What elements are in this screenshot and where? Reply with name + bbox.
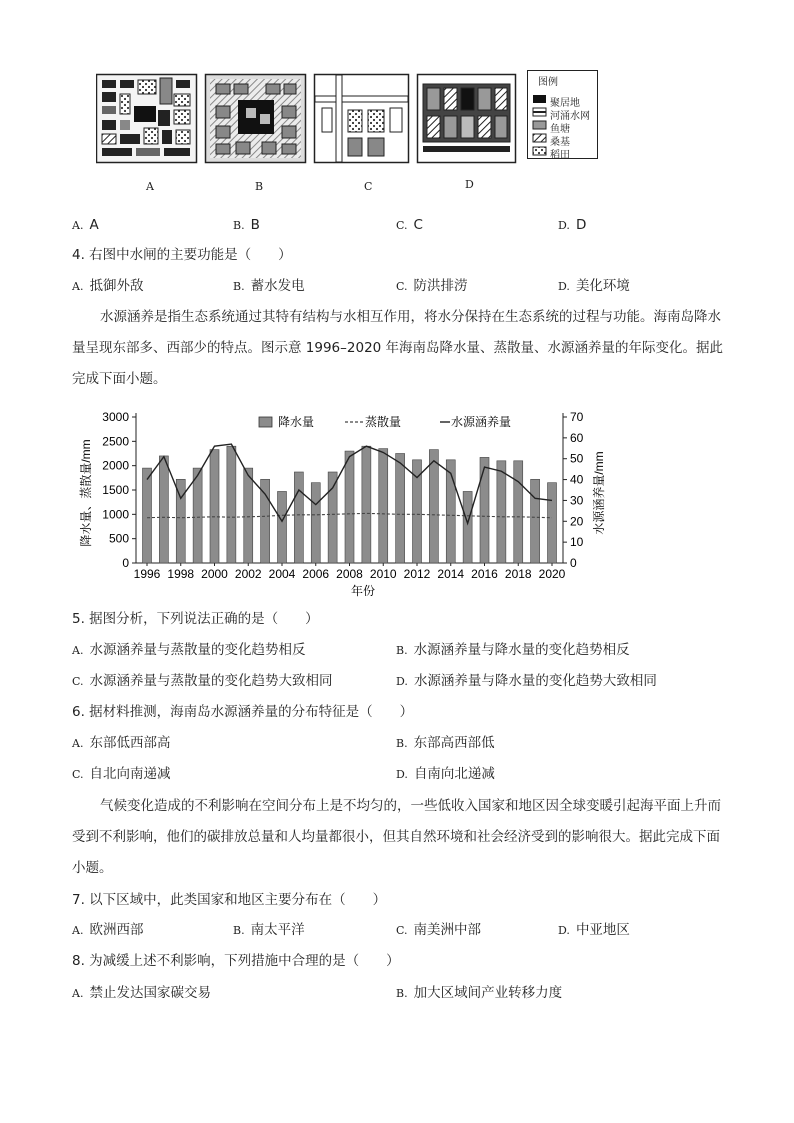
panel-b xyxy=(206,75,306,163)
q7-stem: 7. 以下区域中，此类国家和地区主要分布在（ ） xyxy=(72,892,387,908)
precip-bar xyxy=(244,468,253,563)
panel-label-c: C xyxy=(364,180,373,193)
left-tick-label: 1500 xyxy=(102,483,129,497)
q3-option-b[interactable]: B. B xyxy=(233,217,260,233)
left-axis-title: 降水量、蒸散量/mm xyxy=(79,439,93,547)
legend-item-settlement: 聚居地 xyxy=(550,98,580,109)
precip-bar xyxy=(463,491,472,563)
precip-bar xyxy=(379,449,388,563)
x-axis-title: 年份 xyxy=(350,584,376,598)
precip-bar xyxy=(548,483,557,563)
right-tick-label: 20 xyxy=(570,514,584,529)
legend-item-fishpond: 鱼塘 xyxy=(550,124,570,135)
q7-option-a[interactable]: A. 欧洲西部 xyxy=(72,922,144,938)
q6-option-d[interactable]: D. 自南向北递减 xyxy=(396,766,495,782)
x-tick-label: 2020 xyxy=(538,567,566,581)
q6-stem: 6. 据材料推测，海南岛水源涵养量的分布特征是（ ） xyxy=(72,704,414,720)
q7-option-b[interactable]: B. 南太平洋 xyxy=(233,922,305,938)
q8-option-a[interactable]: A. 禁止发达国家碳交易 xyxy=(72,985,211,1001)
precip-bar xyxy=(429,450,438,563)
x-tick-label: 2002 xyxy=(234,567,262,581)
q4-option-c[interactable]: C. 防洪排涝 xyxy=(396,278,468,294)
q8-option-b[interactable]: B. 加大区域间产业转移力度 xyxy=(396,985,563,1001)
left-tick-label: 2000 xyxy=(102,458,129,473)
x-tick-label: 1998 xyxy=(167,567,195,581)
right-tick-label: 60 xyxy=(570,430,584,445)
left-tick-label: 3000 xyxy=(102,410,129,424)
panel-label-a: A xyxy=(146,180,154,193)
x-tick-label: 2010 xyxy=(369,567,397,581)
precip-bar xyxy=(345,451,354,563)
q8-stem: 8. 为减缓上述不利影响，下列措施中合理的是（ ） xyxy=(72,953,400,969)
legend-swatch-settlement xyxy=(533,95,546,103)
q4-option-a[interactable]: A. 抵御外敌 xyxy=(72,278,144,294)
legend-swatch-mulberry xyxy=(533,134,546,142)
precip-bar xyxy=(143,468,152,563)
q6-option-a[interactable]: A. 东部低西部高 xyxy=(72,735,171,751)
panel-a xyxy=(97,75,197,163)
right-tick-label: 0 xyxy=(570,556,577,570)
legend-swatch-paddy xyxy=(533,147,546,155)
precip-bar xyxy=(362,446,371,563)
legend-precipitation: 降水量 xyxy=(278,415,315,429)
panel-d xyxy=(418,75,516,163)
precip-bar xyxy=(278,491,287,563)
hainan-water-chart xyxy=(70,405,610,600)
panel-label-d: D xyxy=(465,178,474,191)
panel-label-b: B xyxy=(255,180,264,193)
right-tick-label: 50 xyxy=(570,451,584,466)
legend-swatch-river xyxy=(533,108,546,116)
panel-c xyxy=(315,75,409,163)
q3-option-c[interactable]: C. C xyxy=(396,217,423,233)
x-tick-label: 2006 xyxy=(302,567,330,581)
precip-bar xyxy=(311,483,320,563)
precip-bar xyxy=(261,479,270,563)
legend-evapotranspiration: 蒸散量 xyxy=(365,415,402,429)
x-tick-label: 2014 xyxy=(437,567,465,581)
chart-axes xyxy=(102,410,583,581)
right-tick-label: 40 xyxy=(570,472,584,487)
passage-climate-change: 气候变化造成的不利影响在空间分布上是不均匀的，一些低收入国家和地区因全球变暖引起海平面上升而受到不利影响，他们的碳排放总量和人均量都很小，但其自然环境和社会经济受到的影响很大。据此完成下面小题。 xyxy=(72,798,721,876)
right-tick-label: 70 xyxy=(570,410,584,424)
x-tick-label: 2004 xyxy=(268,567,296,581)
chart-legend xyxy=(259,414,511,429)
q5-option-b[interactable]: B. 水源涵养量与降水量的变化趋势相反 xyxy=(396,642,630,658)
passage-water-conservation: 水源涵养是指生态系统通过其特有结构与水相互作用，将水分保持在生态系统的过程与功能。海南岛降水量呈现东部多、西部少的特点。图示意 1996–2020 年海南岛降水量、蒸散量、水源涵养量的年际变化。据此完成下面小题。 xyxy=(72,309,724,387)
x-tick-label: 2000 xyxy=(201,567,228,581)
q7-option-d[interactable]: D. 中亚地区 xyxy=(558,922,630,938)
precip-bar xyxy=(193,468,202,563)
x-tick-label: 2016 xyxy=(471,567,498,581)
precip-bar xyxy=(159,456,168,563)
q3-option-d[interactable]: D. D xyxy=(558,217,587,233)
precip-bar xyxy=(227,446,236,563)
q7-option-c[interactable]: C. 南美洲中部 xyxy=(396,922,482,938)
precip-bar xyxy=(497,461,506,563)
q4-option-b[interactable]: B. 蓄水发电 xyxy=(233,278,305,294)
q5-option-c[interactable]: C. 水源涵养量与蒸散量的变化趋势大致相同 xyxy=(72,673,333,689)
right-tick-label: 10 xyxy=(570,535,584,550)
legend-item-river: 河涌水网 xyxy=(550,111,590,122)
precip-bar xyxy=(210,450,219,563)
left-tick-label: 500 xyxy=(108,531,129,546)
left-tick-label: 2500 xyxy=(102,434,129,449)
legend-water-conservation: 水源涵养量 xyxy=(451,415,512,429)
legend-title: 图例 xyxy=(538,77,558,88)
legend-item-mulberry: 桑基 xyxy=(550,137,570,148)
legend-swatch-fishpond xyxy=(533,121,546,129)
right-axis-title: 水源涵养量/mm xyxy=(592,451,606,535)
q4-stem: 4. 右图中水闸的主要功能是（ ） xyxy=(72,247,292,263)
q6-option-b[interactable]: B. 东部高西部低 xyxy=(396,735,495,751)
precip-bar xyxy=(531,479,540,563)
x-tick-label: 2008 xyxy=(336,567,363,581)
x-tick-label: 2018 xyxy=(504,567,532,581)
legend-item-paddy: 稻田 xyxy=(550,150,570,161)
q4-option-d[interactable]: D. 美化环境 xyxy=(558,278,630,294)
q5-stem: 5. 据图分析，下列说法正确的是（ ） xyxy=(72,611,319,627)
q6-option-c[interactable]: C. 自北向南递减 xyxy=(72,766,171,782)
precip-bar xyxy=(328,472,337,563)
left-tick-label: 1000 xyxy=(102,507,129,522)
left-tick-label: 0 xyxy=(122,556,129,570)
x-tick-label: 2012 xyxy=(403,567,431,581)
x-tick-label: 1996 xyxy=(133,567,161,581)
q5-option-d[interactable]: D. 水源涵养量与降水量的变化趋势大致相同 xyxy=(396,673,657,689)
precip-bar xyxy=(514,461,523,563)
precip-bar xyxy=(294,472,303,563)
precip-bar xyxy=(480,457,489,563)
right-tick-label: 30 xyxy=(570,493,584,508)
precip-bar xyxy=(396,454,405,564)
q5-option-a[interactable]: A. 水源涵养量与蒸散量的变化趋势相反 xyxy=(72,642,306,658)
land-use-figure xyxy=(96,70,602,200)
legend-bar-swatch xyxy=(259,417,272,427)
q3-option-a[interactable]: A. A xyxy=(72,217,99,233)
